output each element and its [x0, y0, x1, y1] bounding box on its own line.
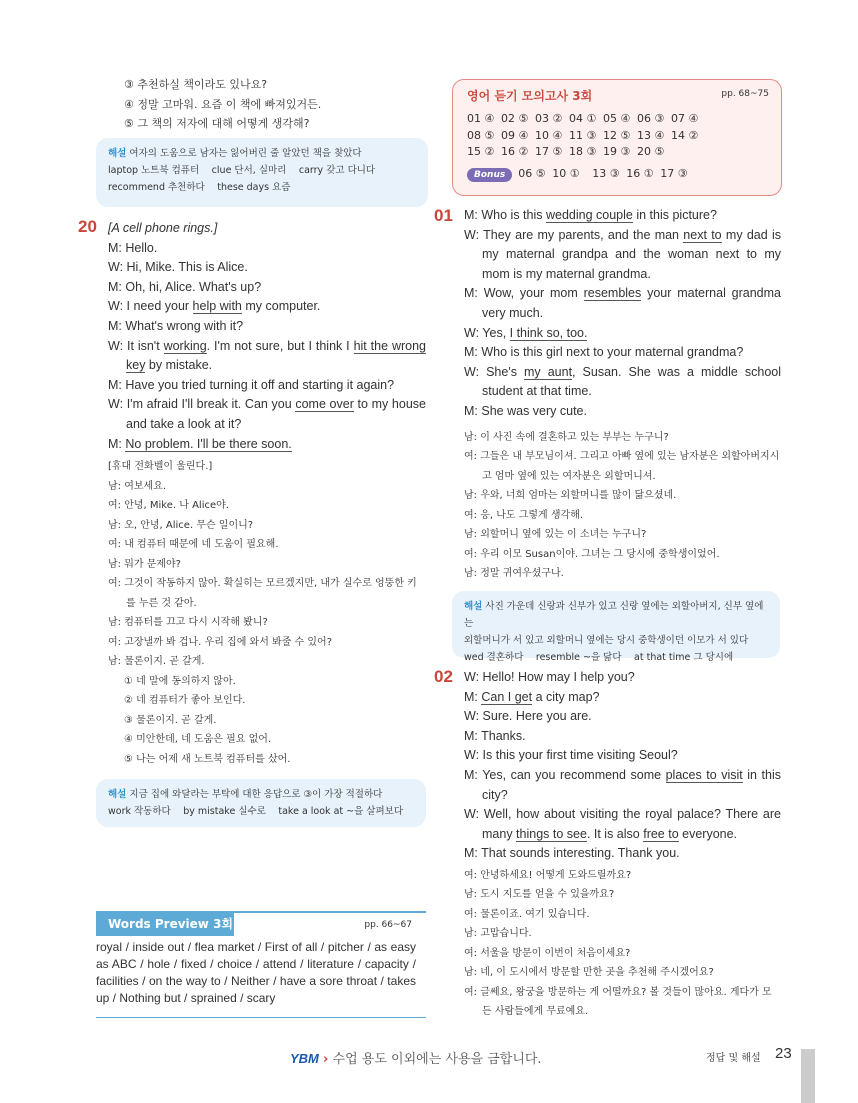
- dialogue-line: M: That sounds interesting. Thank you.: [464, 846, 680, 861]
- dialogue-line: M: Hello.: [108, 240, 158, 255]
- explanation-text: 사진 가운데 신랑과 신부가 있고 신랑 옆에는 외할아버지, 신부 옆에는: [464, 601, 764, 629]
- answer-row: 15 ② 16 ② 17 ⑤ 18 ③ 19 ③ 20 ⑤: [467, 145, 665, 158]
- korean-line: 남: 여보세요.: [108, 480, 167, 492]
- answer-choices: [108, 672, 426, 770]
- explanation-text: 지금 집에 와달라는 부탁에 대한 응답으로 ③이 가장 적절하다: [129, 789, 383, 800]
- korean-line: 남: 고맙습니다.: [464, 928, 532, 940]
- choice: ⑤ 그 책의 저자에 대해 어떻게 생각해?: [124, 117, 310, 130]
- question-01: [464, 206, 781, 584]
- page-edge-tab: [801, 1049, 815, 1103]
- dialogue-line: M: No problem. I'll be there soon.: [108, 436, 292, 451]
- explanation-text: 외할머니가 서 있고 외할머니 옆에는 당시 중학생이던 이모가 서 있다: [464, 635, 749, 646]
- korean-line: 남: 이 사진 속에 결혼하고 있는 부부는 누구니?: [464, 431, 669, 443]
- dialogue-line: W: Sure. Here you are.: [464, 709, 592, 724]
- answer-row: 01 ④ 02 ⑤ 03 ② 04 ① 05 ④ 06 ③ 07 ④: [467, 112, 699, 125]
- words-preview-box: [96, 911, 426, 1018]
- words-preview-header: [96, 911, 426, 936]
- dialogue-line: M: Wow, your mom resembles your maternal grandma very much.: [464, 286, 781, 320]
- dialogue-line: M: Can I get a city map?: [464, 689, 600, 704]
- korean-line: 여: 서울을 방문이 이번이 처음이세요?: [464, 947, 631, 959]
- explanation-box: [96, 779, 426, 827]
- dialogue-line: M: Have you tried turning it off and starting it again?: [108, 377, 395, 392]
- korean-line: 여: 글쎄요, 왕궁을 방문하는 게 어떨까요? 볼 것들이 많아요. 게다가 모든 사람들에게 무료예요.: [464, 986, 772, 1018]
- korean-line: 여: 우리 이모 Susan이야. 그녀는 그 당시에 중학생이었어.: [464, 548, 720, 560]
- dialogue-line: M: Who is this girl next to your maternal grandma?: [464, 345, 744, 360]
- dialogue-line: M: Oh, hi, Alice. What's up?: [108, 279, 262, 294]
- answer-grid: [467, 111, 705, 182]
- prev-choices: [96, 75, 428, 134]
- korean-line: 남: 물론이지. 곧 갈게.: [108, 656, 205, 668]
- vocab-line: recommend 추천하다 these days 요즘: [108, 181, 291, 193]
- korean-line: 남: 도시 지도를 얻을 수 있을까요?: [464, 889, 615, 901]
- dialogue-line: M: Thanks.: [464, 728, 526, 743]
- dialogue-line: W: Well, how about visiting the royal palace? There are many things to see. It is also free to everyone.: [464, 807, 781, 841]
- bonus-badge: Bonus: [467, 168, 512, 182]
- stage-direction: [A cell phone rings.]: [108, 221, 218, 235]
- choice: ⑤ 나는 어제 새 노트북 컴퓨터를 샀어.: [124, 753, 291, 765]
- korean-line: 남: 오, 안녕, Alice. 무슨 일이니?: [108, 519, 254, 531]
- vocab-line: wed 결혼하다 resemble ~을 닮다 at that time 그 당시에: [464, 652, 734, 663]
- korean-line: 남: 뭐가 문제야?: [108, 558, 181, 570]
- korean-line: 남: 외할머니 옆에 있는 이 소녀는 누구니?: [464, 529, 647, 541]
- question-number: 01: [434, 206, 453, 225]
- question-20: [108, 219, 426, 769]
- answer-key-title: 영어 듣기 모의고사 3회: [467, 89, 593, 103]
- explanation-box: [96, 138, 428, 207]
- answer-key-box: [452, 79, 782, 196]
- korean-line: 남: 우와, 너희 엄마는 외할머니를 많이 닮으셨네.: [464, 490, 677, 502]
- choice: ① 네 말에 동의하지 않아.: [124, 675, 236, 687]
- korean-line: 남: 네, 이 도시에서 방문할 만한 곳을 추천해 주시겠어요?: [464, 967, 714, 979]
- korean-line: 여: 안녕하세요! 어떻게 도와드릴까요?: [464, 869, 632, 881]
- korean-line: 여: 응, 나도 그렇게 생각해.: [464, 509, 584, 521]
- question-02: [464, 668, 781, 1022]
- dialogue-line: W: Is this your first time visiting Seoul?: [464, 748, 678, 763]
- dialogue-line: W: I'm afraid I'll break it. Can you come over to my house and take a look at it?: [108, 397, 426, 431]
- explanation-text: 여자의 도움으로 남자는 잃어버린 줄 알았던 책을 찾았다: [129, 147, 362, 159]
- korean-translation: [464, 428, 781, 584]
- answer-row: 08 ⑤ 09 ④ 10 ④ 11 ③ 12 ⑤ 13 ④ 14 ②: [467, 128, 699, 142]
- dialogue-line: W: Hello! How may I help you?: [464, 670, 635, 684]
- dialogue-line: W: It isn't working. I'm not sure, but I think I hit the wrong key by mistake.: [108, 338, 427, 373]
- words-preview-list: royal / inside out / flea market / First of all / pitcher / as easy as ABC / hole / fixed / choice / attend / literature / capacity / facilities / on the way to / Neither / have a sore throat / takes up / Nothing but / sprained / scary: [96, 940, 416, 1005]
- vocab-line: work 작동하다 by mistake 실수로 take a look at ~을 살펴보다: [108, 806, 404, 817]
- footer-notice: [290, 1048, 542, 1067]
- choice: ③ 추천하실 책이라도 있나요?: [124, 78, 268, 91]
- explanation-label: 해설: [108, 789, 127, 800]
- korean-line: 남: 컴퓨터를 끄고 다시 시작해 봤니?: [108, 617, 268, 629]
- dialogue-line: W: Hi, Mike. This is Alice.: [108, 260, 248, 275]
- dialogue-line: M: What's wrong with it?: [108, 318, 244, 333]
- explanation-label: 해설: [464, 601, 483, 612]
- left-column: [96, 75, 428, 207]
- korean-line: 여: 그들은 내 부모님이셔. 그리고 아빠 옆에 있는 남자분은 외할아버지시고 엄마 옆에 있는 여자분은 외할머니셔.: [464, 451, 780, 482]
- question-number: 20: [78, 217, 97, 236]
- answer-key-pages: pp. 68~75: [721, 89, 769, 99]
- words-preview-pages: pp. 66~67: [364, 920, 412, 930]
- ybm-logo: YBM: [290, 1051, 319, 1066]
- dialogue-line: W: She's my aunt, Susan. She was a middle school student at that time.: [464, 364, 782, 399]
- bonus-row: Bonus 06 ⑤ 10 ① 13 ③ 16 ① 17 ③: [467, 166, 705, 183]
- dialogue-line: M: Who is this wedding couple in this picture?: [464, 208, 717, 222]
- footer-notice-text: 수업 용도 이외에는 사용을 금합니다.: [332, 1052, 542, 1067]
- korean-translation: [108, 457, 426, 672]
- korean-translation: [464, 866, 781, 1022]
- korean-line: 남: 정말 귀여우셨구나.: [464, 568, 564, 580]
- korean-line: 여: 그것이 작동하지 않아. 확실히는 모르겠지만, 내가 실수로 엉뚱한 키를 누른 것 같아.: [108, 578, 417, 609]
- words-preview-title: Words Preview 3회: [96, 913, 234, 936]
- page-number: 23: [775, 1045, 792, 1062]
- dialogue-line: M: Yes, can you recommend some places to visit in this city?: [464, 767, 781, 802]
- dialogue-line: W: Yes, I think so, too.: [464, 325, 588, 340]
- explanation-label: 해설: [108, 147, 127, 159]
- dialogue-line: W: They are my parents, and the man next to my dad is my maternal grandpa and the woman next to my mom is my maternal grandma.: [464, 227, 782, 281]
- section-label: 정답 및 해설: [706, 1053, 761, 1064]
- choice: ④ 미안한데, 네 도움은 필요 없어.: [124, 734, 272, 746]
- korean-line: 여: 물론이죠. 여기 있습니다.: [464, 908, 590, 920]
- explanation-box: [452, 591, 780, 663]
- dialogue-line: W: I need your help with my computer.: [108, 299, 321, 314]
- dialogue-line: M: She was very cute.: [464, 403, 587, 418]
- chevron-right-icon: ›: [323, 1052, 329, 1067]
- choice: ③ 물론이지. 곧 갈게.: [124, 714, 217, 726]
- choice: ④ 정말 고마워. 요즘 이 책에 빠져있거든.: [124, 97, 322, 111]
- korean-line: [휴대 전화벨이 울린다.]: [108, 461, 213, 473]
- question-number: 02: [434, 667, 453, 686]
- korean-line: 여: 고장낼까 봐 겁나. 우리 집에 와서 봐줄 수 있어?: [108, 636, 333, 648]
- korean-line: 여: 안녕, Mike. 나 Alice야.: [108, 500, 229, 512]
- vocab-line: laptop 노트북 컴퓨터 clue 단서, 실마리 carry 갖고 다니다: [108, 164, 376, 176]
- korean-line: 여: 내 컴퓨터 때문에 네 도움이 필요해.: [108, 539, 279, 551]
- choice: ② 네 컴퓨터가 좋아 보인다.: [124, 695, 246, 707]
